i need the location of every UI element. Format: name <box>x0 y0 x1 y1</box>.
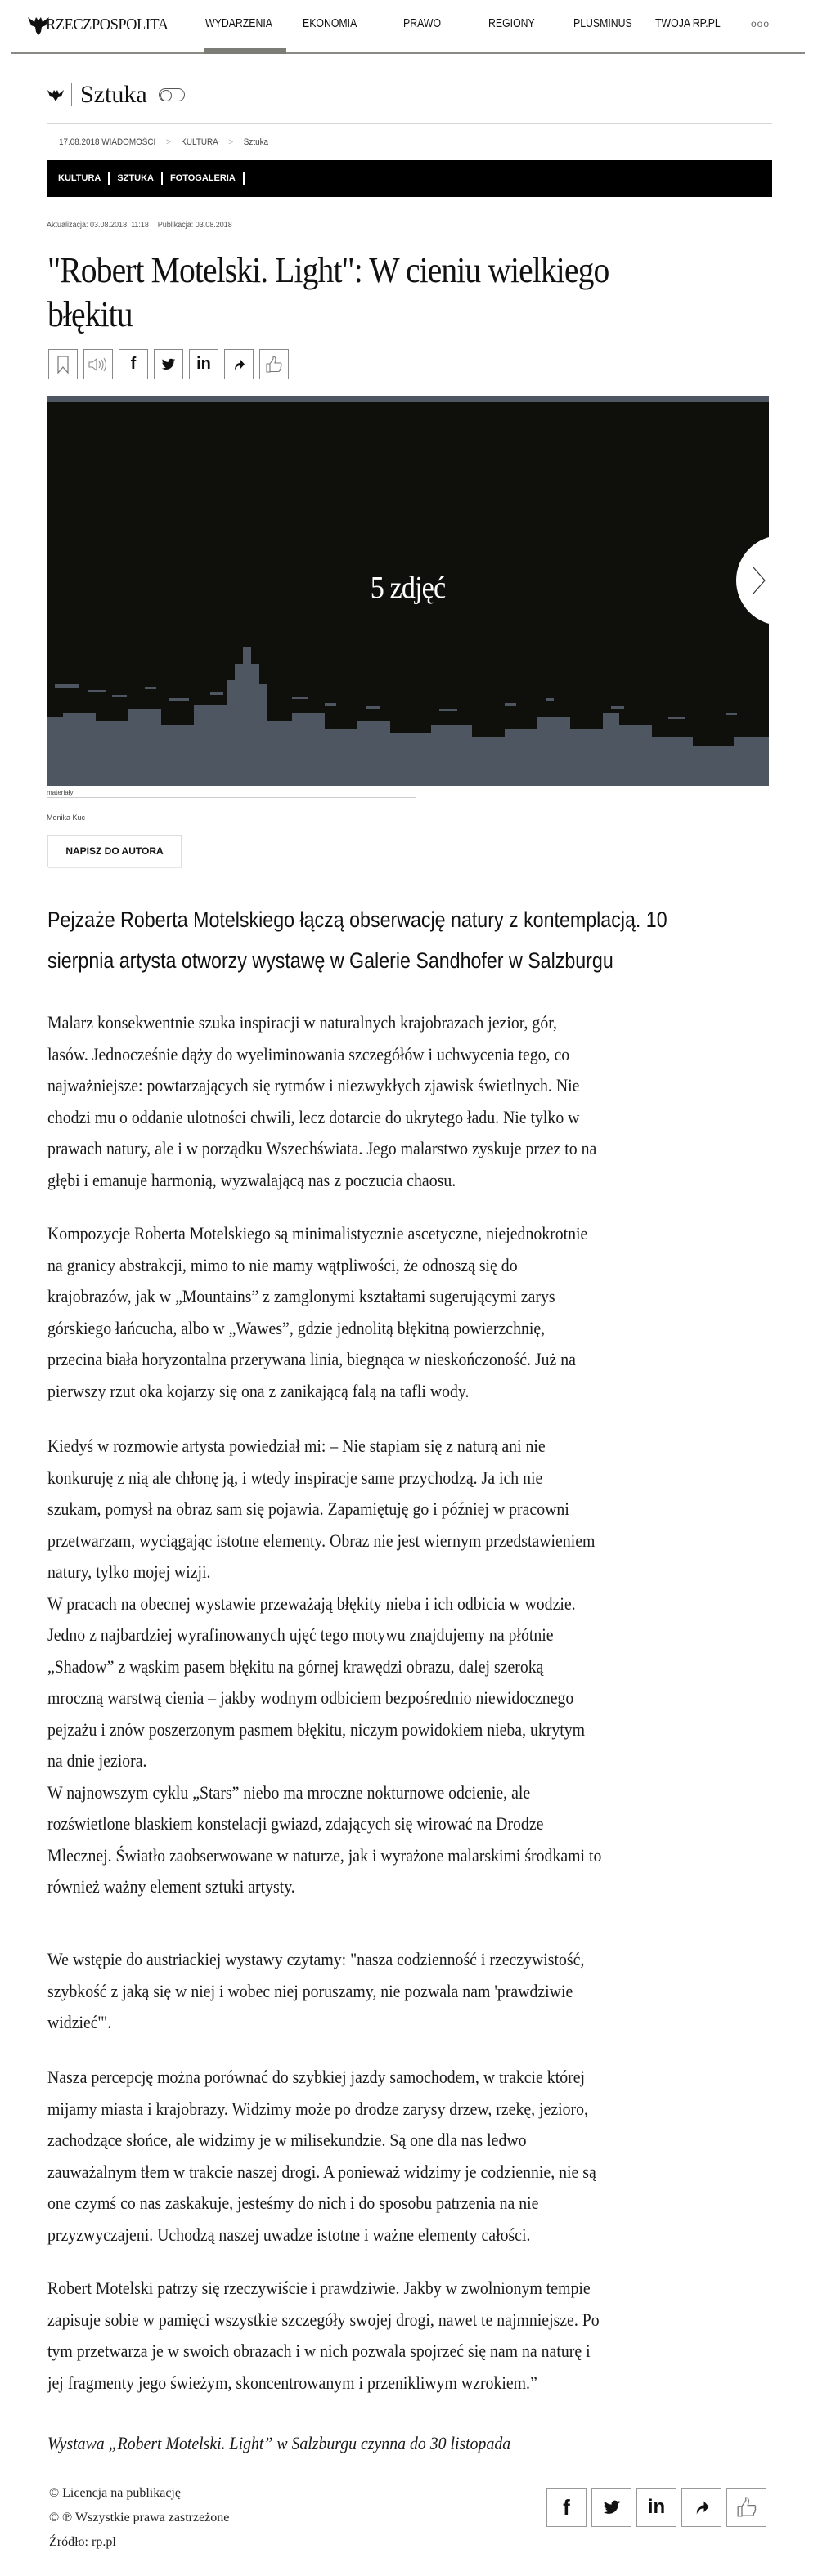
linkedin-share-button[interactable] <box>189 349 218 379</box>
category-bar <box>47 160 772 197</box>
listen-button[interactable] <box>83 349 113 379</box>
article-dates <box>47 221 232 230</box>
chevron-right-icon: > <box>165 137 171 147</box>
updated-date: Aktualizacja: 03.08.2018, 11:18 <box>47 221 149 230</box>
caption-divider <box>47 797 416 802</box>
text-line: zauważalnym tłem w trakcie naszej drogi. A ponieważ widzimy je codziennie, nie są <box>47 2161 596 2182</box>
like-icon <box>266 356 282 374</box>
closing-line: Wystawa „Robert Motelski. Light” w Salzburgu czynna do 30 listopada <box>47 2433 511 2453</box>
text-line: We wstępie do austriackiej wystawy czytamy: "nasza codzienność i rzeczywistość, <box>47 1949 585 1969</box>
exhibition-note <box>47 2428 710 2460</box>
breadcrumb-sztuka[interactable]: Sztuka <box>243 137 269 147</box>
bookmark-button[interactable] <box>48 349 78 379</box>
source-label: Źródło: rp.pl <box>49 2535 116 2549</box>
twitter-icon <box>603 2500 621 2516</box>
section-title[interactable]: Sztuka <box>80 81 147 108</box>
divider <box>47 123 772 124</box>
nav-item-regiony[interactable]: REGIONY <box>488 16 535 30</box>
published-date: Publikacja: 03.08.2018 <box>157 221 232 230</box>
text-line: najważniejsze: powtarzających się rytmów i niezwykłych zjawisk świetlnych. Nie <box>47 1075 580 1095</box>
top-navigation <box>11 0 805 54</box>
share-button[interactable] <box>681 2488 721 2527</box>
text-line: mroczną warstwą cienia – jakby wodnym odbiciem bezpośrednio niewidocznego <box>47 1687 574 1708</box>
active-nav-indicator <box>204 48 286 54</box>
article-paragraph <box>47 1431 710 1903</box>
text-line: chodzi mu o oddanie ulotności chwili, lecz dotarcie do ukrytego ładu. Nie tylko w <box>47 1106 580 1127</box>
text-line: mijamy miasta i krajobrazy. Widzimy może po drodze zarysy drzew, rzekę, jezioro, <box>47 2098 588 2119</box>
facebook-share-button[interactable] <box>119 349 148 379</box>
text-line: natury, tylko mojej wizji. <box>47 1561 211 1582</box>
text-line: prawach natury, ale i w porządku Wszechświata. Jego malarstwo zyskuje przez to na <box>47 1138 597 1158</box>
nav-item-prawo[interactable]: PRAWO <box>403 16 442 30</box>
share-button[interactable] <box>224 349 254 379</box>
section-header <box>47 78 185 111</box>
linkedin-icon: in <box>647 2496 666 2518</box>
text-line: przecina biała horyzontalna przerywana linia, biegnąca w nieskończoność. Już na <box>47 1349 576 1369</box>
photo-count: 5 zdjęć <box>370 571 446 605</box>
text-line: Jedno z najbardziej wyrafinowanych ujęć tego motywu znajdujemy na płótnie <box>47 1624 554 1645</box>
text-line: widzieć'". <box>47 2012 112 2032</box>
text-line: Robert Motelski patrzy się rzeczywiście i prawdziwie. Jakby w zwolnionym tempie <box>47 2278 591 2298</box>
article-paragraph <box>47 2062 710 2251</box>
category-kultura[interactable]: KULTURA <box>58 172 110 185</box>
article-footer-notes <box>49 2481 229 2555</box>
text-line: W pracach na obecnej wystawie przeważają błękity nieba i ich odbicia w wodzie. <box>47 1593 576 1614</box>
photo-source: materiały <box>47 789 74 796</box>
text-line: pierwszy rzut oka kojarzy się ona z zanikającą falą na tafli wody. <box>47 1380 470 1401</box>
text-line: szukam, pomysł na obraz sam się pojawia. Zapamiętuję go i później w pracowni <box>47 1499 569 1519</box>
rights-notice: © ℗ Wszystkie prawa zastrzeżone <box>49 2511 230 2524</box>
more-menu-button[interactable]: ooo <box>751 18 771 29</box>
divider <box>71 83 72 106</box>
text-line: górskiego łańcucha, albo w „Wawes”, gdzie jednolitą błękitną powierzchnię, <box>47 1317 546 1338</box>
nav-item-plusminus[interactable]: PLUSMINUS <box>573 16 632 30</box>
text-line: one czymś co nas zaskakuje, jesteśmy do nich i do sposobu patrzenia na nie <box>47 2193 539 2213</box>
linkedin-icon: in <box>196 355 211 373</box>
breadcrumb <box>59 137 268 147</box>
photo-gallery[interactable] <box>47 396 769 786</box>
category-fotogaleria[interactable]: FOTOGALERIA <box>163 172 245 185</box>
article-title: "Robert Motelski. Light": W cieniu wielkiego błękitu <box>47 250 609 334</box>
write-to-author-button[interactable]: NAPISZ DO AUTORA <box>47 835 182 867</box>
article-lead: Pejzaże Roberta Motelskiego łączą obserwację natury z kontemplacją. 10 sierpnia artysta otworzy wystawę w Galerie Sandhofer w Salzburgu <box>47 907 667 973</box>
like-button[interactable] <box>726 2488 766 2527</box>
facebook-icon: f <box>563 2494 570 2520</box>
article-paragraph <box>47 2273 710 2399</box>
facebook-share-button[interactable] <box>546 2488 587 2527</box>
text-line: Kiedyś w rozmowie artysta powiedział mi: – Nie stapiam się z naturą ani nie <box>47 1436 546 1456</box>
article-paragraph <box>47 1944 710 2039</box>
text-line: tym przetwarza je w swoich obrazach i w nich pozwala spojrzeć się nam na naturę i <box>47 2341 591 2361</box>
like-icon <box>737 2496 757 2519</box>
speaker-icon <box>88 356 109 373</box>
bookmark-icon <box>57 356 69 374</box>
text-line: przyzwyczajeni. Uchodzą naszej uwadze istotne i ważne elementy całości. <box>47 2224 531 2245</box>
twitter-icon <box>161 358 176 371</box>
text-line: W najnowszym cyklu „Stars” niebo ma mroczne nokturnowe odcienie, ale <box>47 1781 531 1803</box>
license-link[interactable]: © Licencja na publikację <box>49 2486 181 2500</box>
nav-item-twoja-rp[interactable]: TWOJA RP.PL <box>655 16 721 30</box>
text-line: pejzażu i znów poszerzonym pasmem błękitu, niczym powidokiem nieba, ukrytym <box>47 1718 586 1740</box>
text-line: przetwarzam, wyciągając istotne elementy. Obraz nie jest wiernym przedstawieniem <box>47 1530 596 1551</box>
share-icon <box>694 2499 710 2516</box>
category-sztuka[interactable]: SZTUKA <box>110 172 163 185</box>
footer-share-bar <box>546 2488 766 2527</box>
nav-item-wydarzenia[interactable]: WYDARZENIA <box>205 16 273 30</box>
author-name[interactable]: Monika Kuc <box>47 813 86 822</box>
article-paragraph <box>47 1007 710 1196</box>
text-line: Nasza percepcję można porównać do szybkiej jazdy samochodem, w trakcie której <box>47 2067 585 2087</box>
gallery-next-button[interactable] <box>736 535 818 625</box>
text-line: „Shadow” z wąskim pasem błękitu na górnej krawędzi obrazu, dalej szeroką <box>47 1655 544 1677</box>
like-button[interactable] <box>259 349 289 379</box>
text-line: Kompozycje Roberta Motelskiego są minimalistycznie ascetyczne, niejednokrotnie <box>47 1223 588 1243</box>
site-logo[interactable] <box>26 11 179 38</box>
eagle-icon <box>47 87 65 102</box>
logo-text: RZECZPOSPOLITA <box>46 15 169 34</box>
breadcrumb-kultura[interactable]: KULTURA <box>181 137 218 147</box>
theme-toggle[interactable] <box>159 88 185 101</box>
breadcrumb-date[interactable]: 17.08.2018 WIADOMOŚCI <box>59 137 156 147</box>
text-line: na granicy abstrakcji, mimo to nie mamy wątpliwości, że odnoszą się do <box>47 1254 518 1275</box>
text-line: krajobrazów, jak w „Mountains” z zamglonymi kształtami sugerującymi zarys <box>47 1286 555 1306</box>
text-line: na dnie jeziora. <box>47 1750 147 1771</box>
share-icon <box>232 358 245 371</box>
text-line: głębi i emanuje harmonią, wyzwalającą nas z poczucia chaosu. <box>47 1169 456 1190</box>
text-line: zapisuje sobie w pamięci wszystkie szczegóły swojej drogi, nawet te najmniejsze. Po <box>47 2309 600 2330</box>
twitter-share-button[interactable] <box>154 349 183 379</box>
nav-item-ekonomia[interactable]: EKONOMIA <box>303 16 357 30</box>
text-line: konkuruję z nią ale chłonę ją, i wtedy inspiracje same przychodzą. Ja ich nie <box>47 1467 543 1488</box>
facebook-icon: f <box>130 355 137 373</box>
text-line: również ważny element sztuki artysty. <box>47 1876 295 1897</box>
text-line: szybkość z jaką się w niej i wobec niej poruszamy, nie pozwala nam 'prawdziwie <box>47 1980 573 2001</box>
gallery-lead-image <box>47 647 769 786</box>
article-paragraph <box>47 1218 710 1407</box>
text-line: rozświetlone blaskiem konstelacji gwiazd, zdających się wirować na Drodze <box>47 1813 544 1834</box>
text-line: Malarz konsekwentnie szuka inspiracji w naturalnych krajobrazach jezior, gór, <box>47 1012 557 1033</box>
chevron-right-icon: > <box>228 137 234 147</box>
twitter-share-button[interactable] <box>591 2488 631 2527</box>
chevron-right-icon <box>753 567 766 594</box>
text-line: jej fragmenty jego świeżym, skoncentrowanym i przenikliwym wzrokiem.” <box>47 2372 537 2393</box>
text-line: lasów. Jednocześnie dąży do wyeliminowania szczegółów i uchwycenia tego, co <box>47 1043 570 1064</box>
article-toolbar <box>48 349 289 379</box>
linkedin-share-button[interactable] <box>636 2488 676 2527</box>
text-line: Mlecznej. Światło zaobserwowane w naturze, jak i wyrażone malarskimi środkami to <box>47 1844 602 1866</box>
text-line: zachodzące słońce, ale widzimy je w milisekundzie. Są one dla nas ledwo <box>47 2130 527 2150</box>
